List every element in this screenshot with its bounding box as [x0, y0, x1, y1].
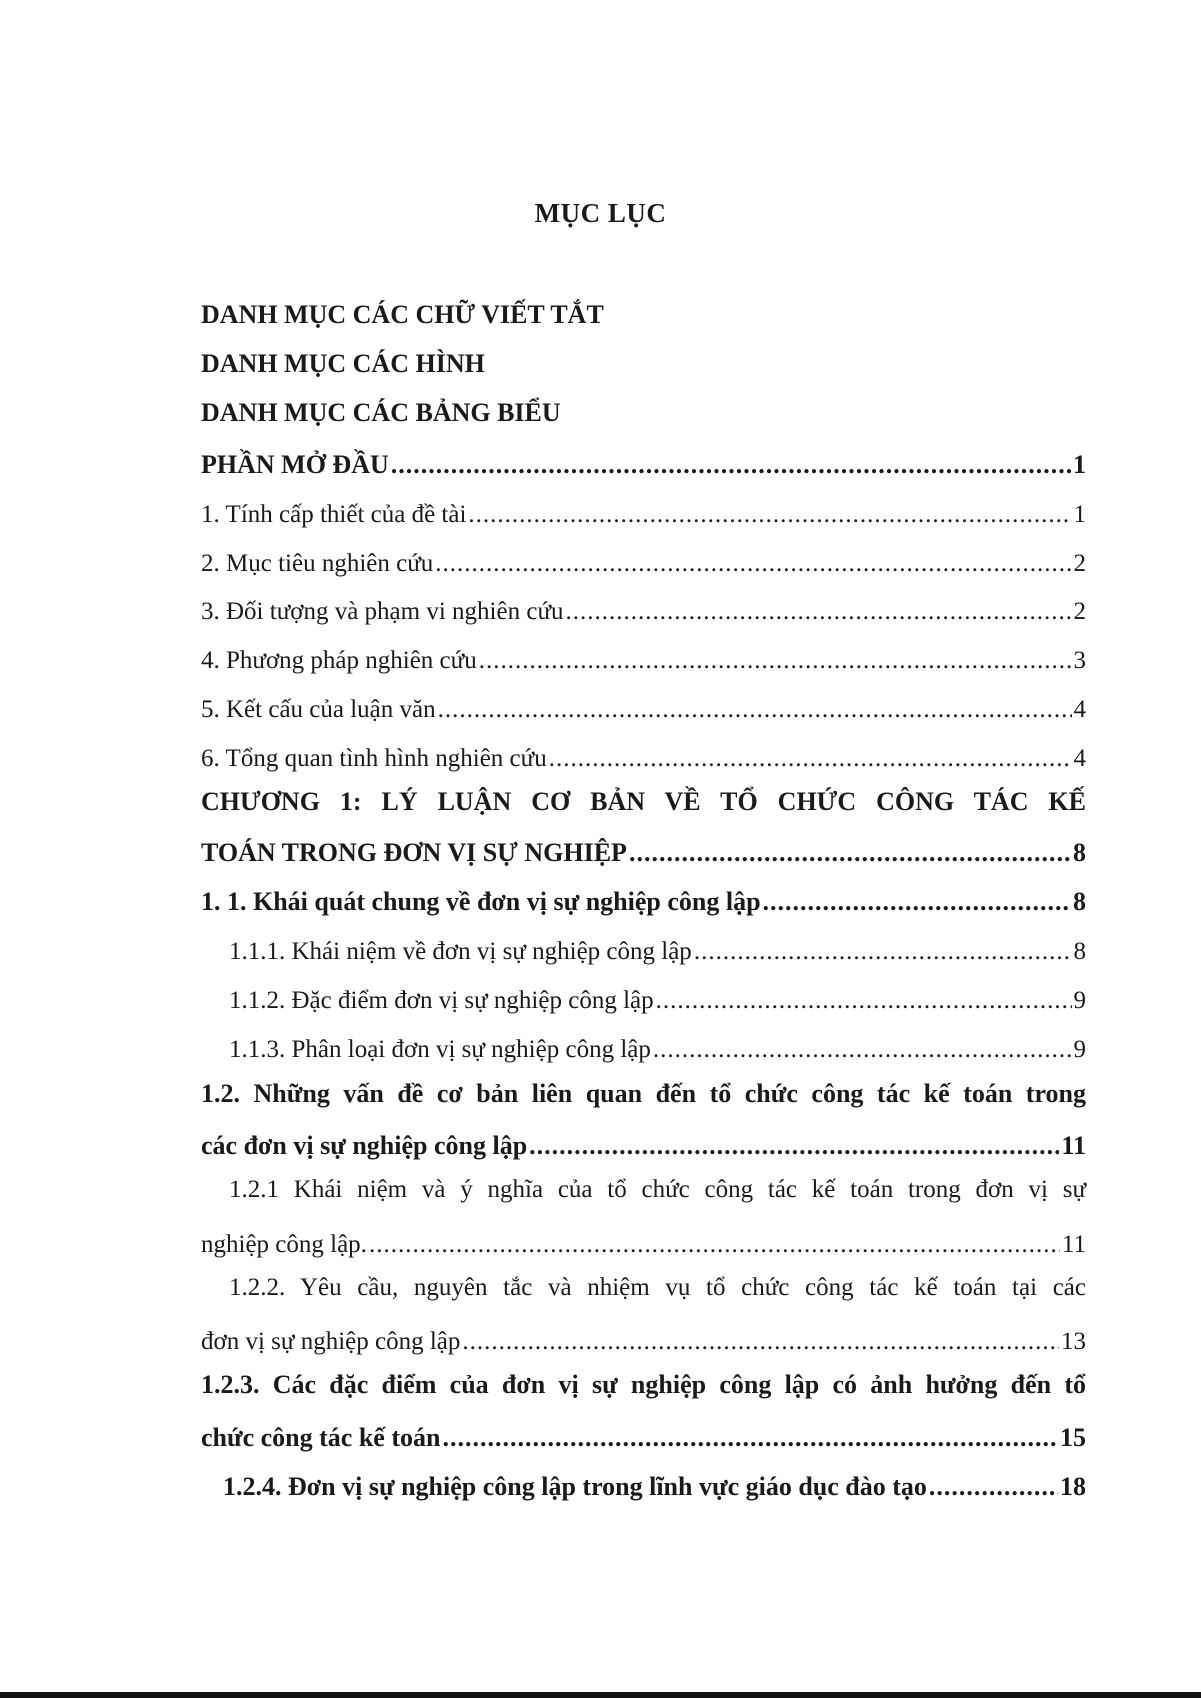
toc-entry-label: 1.1.2. Đặc điểm đơn vị sự nghiệp công lập [229, 987, 654, 1014]
toc-entry-page: 13 [1061, 1328, 1086, 1355]
toc-entry-page: 1 [1073, 501, 1086, 528]
toc-entry[interactable] [201, 1462, 1086, 1502]
toc-entry[interactable] [201, 538, 1086, 578]
toc-entry-page: 4 [1073, 696, 1086, 723]
toc-entry-page: 9 [1073, 987, 1086, 1014]
toc-entry[interactable] [201, 1413, 1086, 1453]
toc-entry-label: 1.2.4. Đơn vị sự nghiệp công lập trong lĩnh vực giáo dục đào tạo [223, 1472, 927, 1501]
toc-entry-page: 8 [1073, 838, 1086, 867]
toc-entry-page: 11 [1061, 1131, 1086, 1160]
dot-leader [629, 838, 1071, 868]
page-title: MỤC LỤC [534, 198, 667, 228]
toc-entry-label: 4. Phương pháp nghiên cứu [201, 647, 477, 674]
dot-leader [438, 696, 1072, 724]
toc-entry[interactable] [201, 1219, 1086, 1259]
toc-section-line1[interactable]: 1.2.3. Các đặc điểm của đơn vị sự nghiệp công lập có ảnh hưởng đến tổ [201, 1370, 1086, 1399]
toc-entry[interactable] [201, 975, 1086, 1015]
toc-entry-page: 8 [1073, 938, 1086, 965]
toc-heading-abbreviations: DANH MỤC CÁC CHỮ VIẾT TẮT [201, 300, 604, 329]
toc-entry-page: 18 [1060, 1472, 1086, 1501]
dot-leader [929, 1472, 1058, 1502]
dot-leader [529, 1131, 1059, 1161]
toc-entry-label: đơn vị sự nghiệp công lập [201, 1328, 461, 1355]
toc-entry[interactable] [201, 440, 1086, 480]
dot-leader [694, 938, 1072, 966]
toc-entry[interactable] [201, 489, 1086, 529]
toc-heading-figures: DANH MỤC CÁC HÌNH [201, 349, 485, 378]
toc-entry-label: TOÁN TRONG ĐƠN VỊ SỰ NGHIỆP [201, 838, 627, 867]
toc-section-line1[interactable]: 1.2. Những vấn đề cơ bản liên quan đến tổ chức công tác kế toán trong [201, 1079, 1086, 1108]
dot-leader [763, 887, 1071, 917]
dot-leader [479, 647, 1072, 675]
toc-entry[interactable] [201, 1316, 1086, 1356]
toc-entry-label: 2. Mục tiêu nghiên cứu [201, 550, 434, 577]
toc-entry[interactable] [201, 733, 1086, 773]
toc-entry[interactable] [201, 1121, 1086, 1161]
toc-entry[interactable] [201, 877, 1086, 917]
toc-entry-label: chức công tác kế toán [201, 1423, 441, 1452]
toc-entry-page: 4 [1073, 745, 1086, 772]
dot-leader [468, 501, 1071, 529]
scan-bottom-edge [0, 1692, 1201, 1698]
toc-entry-label: 6. Tổng quan tình hình nghiên cứu [201, 745, 547, 772]
toc-entry[interactable] [201, 684, 1086, 724]
toc-subsection-line1[interactable]: 1.2.2. Yêu cầu, nguyên tắc và nhiệm vụ tổ chức công tác kế toán tại các [229, 1274, 1086, 1301]
toc-entry[interactable] [201, 828, 1086, 868]
toc-entry-label: 1.1.3. Phân loại đơn vị sự nghiệp công lập [229, 1036, 651, 1063]
toc-entry-page: 8 [1073, 887, 1086, 916]
toc-entry[interactable] [201, 1024, 1086, 1064]
dot-leader [435, 550, 1071, 578]
toc-entry-page: 1 [1073, 450, 1086, 479]
toc-subsection-line1[interactable]: 1.2.1 Khái niệm và ý nghĩa của tổ chức công tác kế toán trong đơn vị sự [229, 1176, 1086, 1203]
dot-leader [462, 1328, 1059, 1356]
toc-entry-page: 9 [1073, 1036, 1086, 1063]
toc-entry-label: 1.1.1. Khái niệm về đơn vị sự nghiệp công lập [229, 938, 692, 965]
toc-entry-label: nghiệp công lập. [201, 1231, 367, 1258]
toc-entry-label: 1. 1. Khái quát chung về đơn vị sự nghiệp công lập [201, 887, 761, 916]
toc-entry-page: 2 [1073, 550, 1086, 577]
toc-chapter-line1[interactable]: CHƯƠNG 1: LÝ LUẬN CƠ BẢN VỀ TỔ CHỨC CÔNG TÁC KẾ [201, 787, 1086, 816]
toc-entry-label: 5. Kết cấu của luận văn [201, 696, 436, 723]
dot-leader [566, 598, 1072, 626]
dot-leader [391, 450, 1071, 480]
dot-leader [442, 1423, 1058, 1453]
dot-leader [653, 1036, 1072, 1064]
dot-leader [549, 745, 1072, 773]
toc-entry-page: 15 [1060, 1423, 1086, 1452]
toc-entry-label: 1. Tính cấp thiết của đề tài [201, 501, 467, 528]
dot-leader [656, 987, 1072, 1015]
toc-entry-label: PHẦN MỞ ĐẦU [201, 450, 389, 479]
toc-entry-page: 2 [1073, 598, 1086, 625]
toc-entry-page: 3 [1073, 647, 1086, 674]
toc-entry-label: 3. Đối tượng và phạm vi nghiên cứu [201, 598, 564, 625]
toc-entry[interactable] [201, 926, 1086, 966]
toc-heading-tables: DANH MỤC CÁC BẢNG BIỂU [201, 398, 561, 427]
toc-entry[interactable] [201, 586, 1086, 626]
toc-entry-label: các đơn vị sự nghiệp công lập [201, 1131, 528, 1160]
toc-entry[interactable] [201, 635, 1086, 675]
dot-leader [369, 1231, 1060, 1259]
toc-entry-page: 11 [1061, 1231, 1086, 1258]
